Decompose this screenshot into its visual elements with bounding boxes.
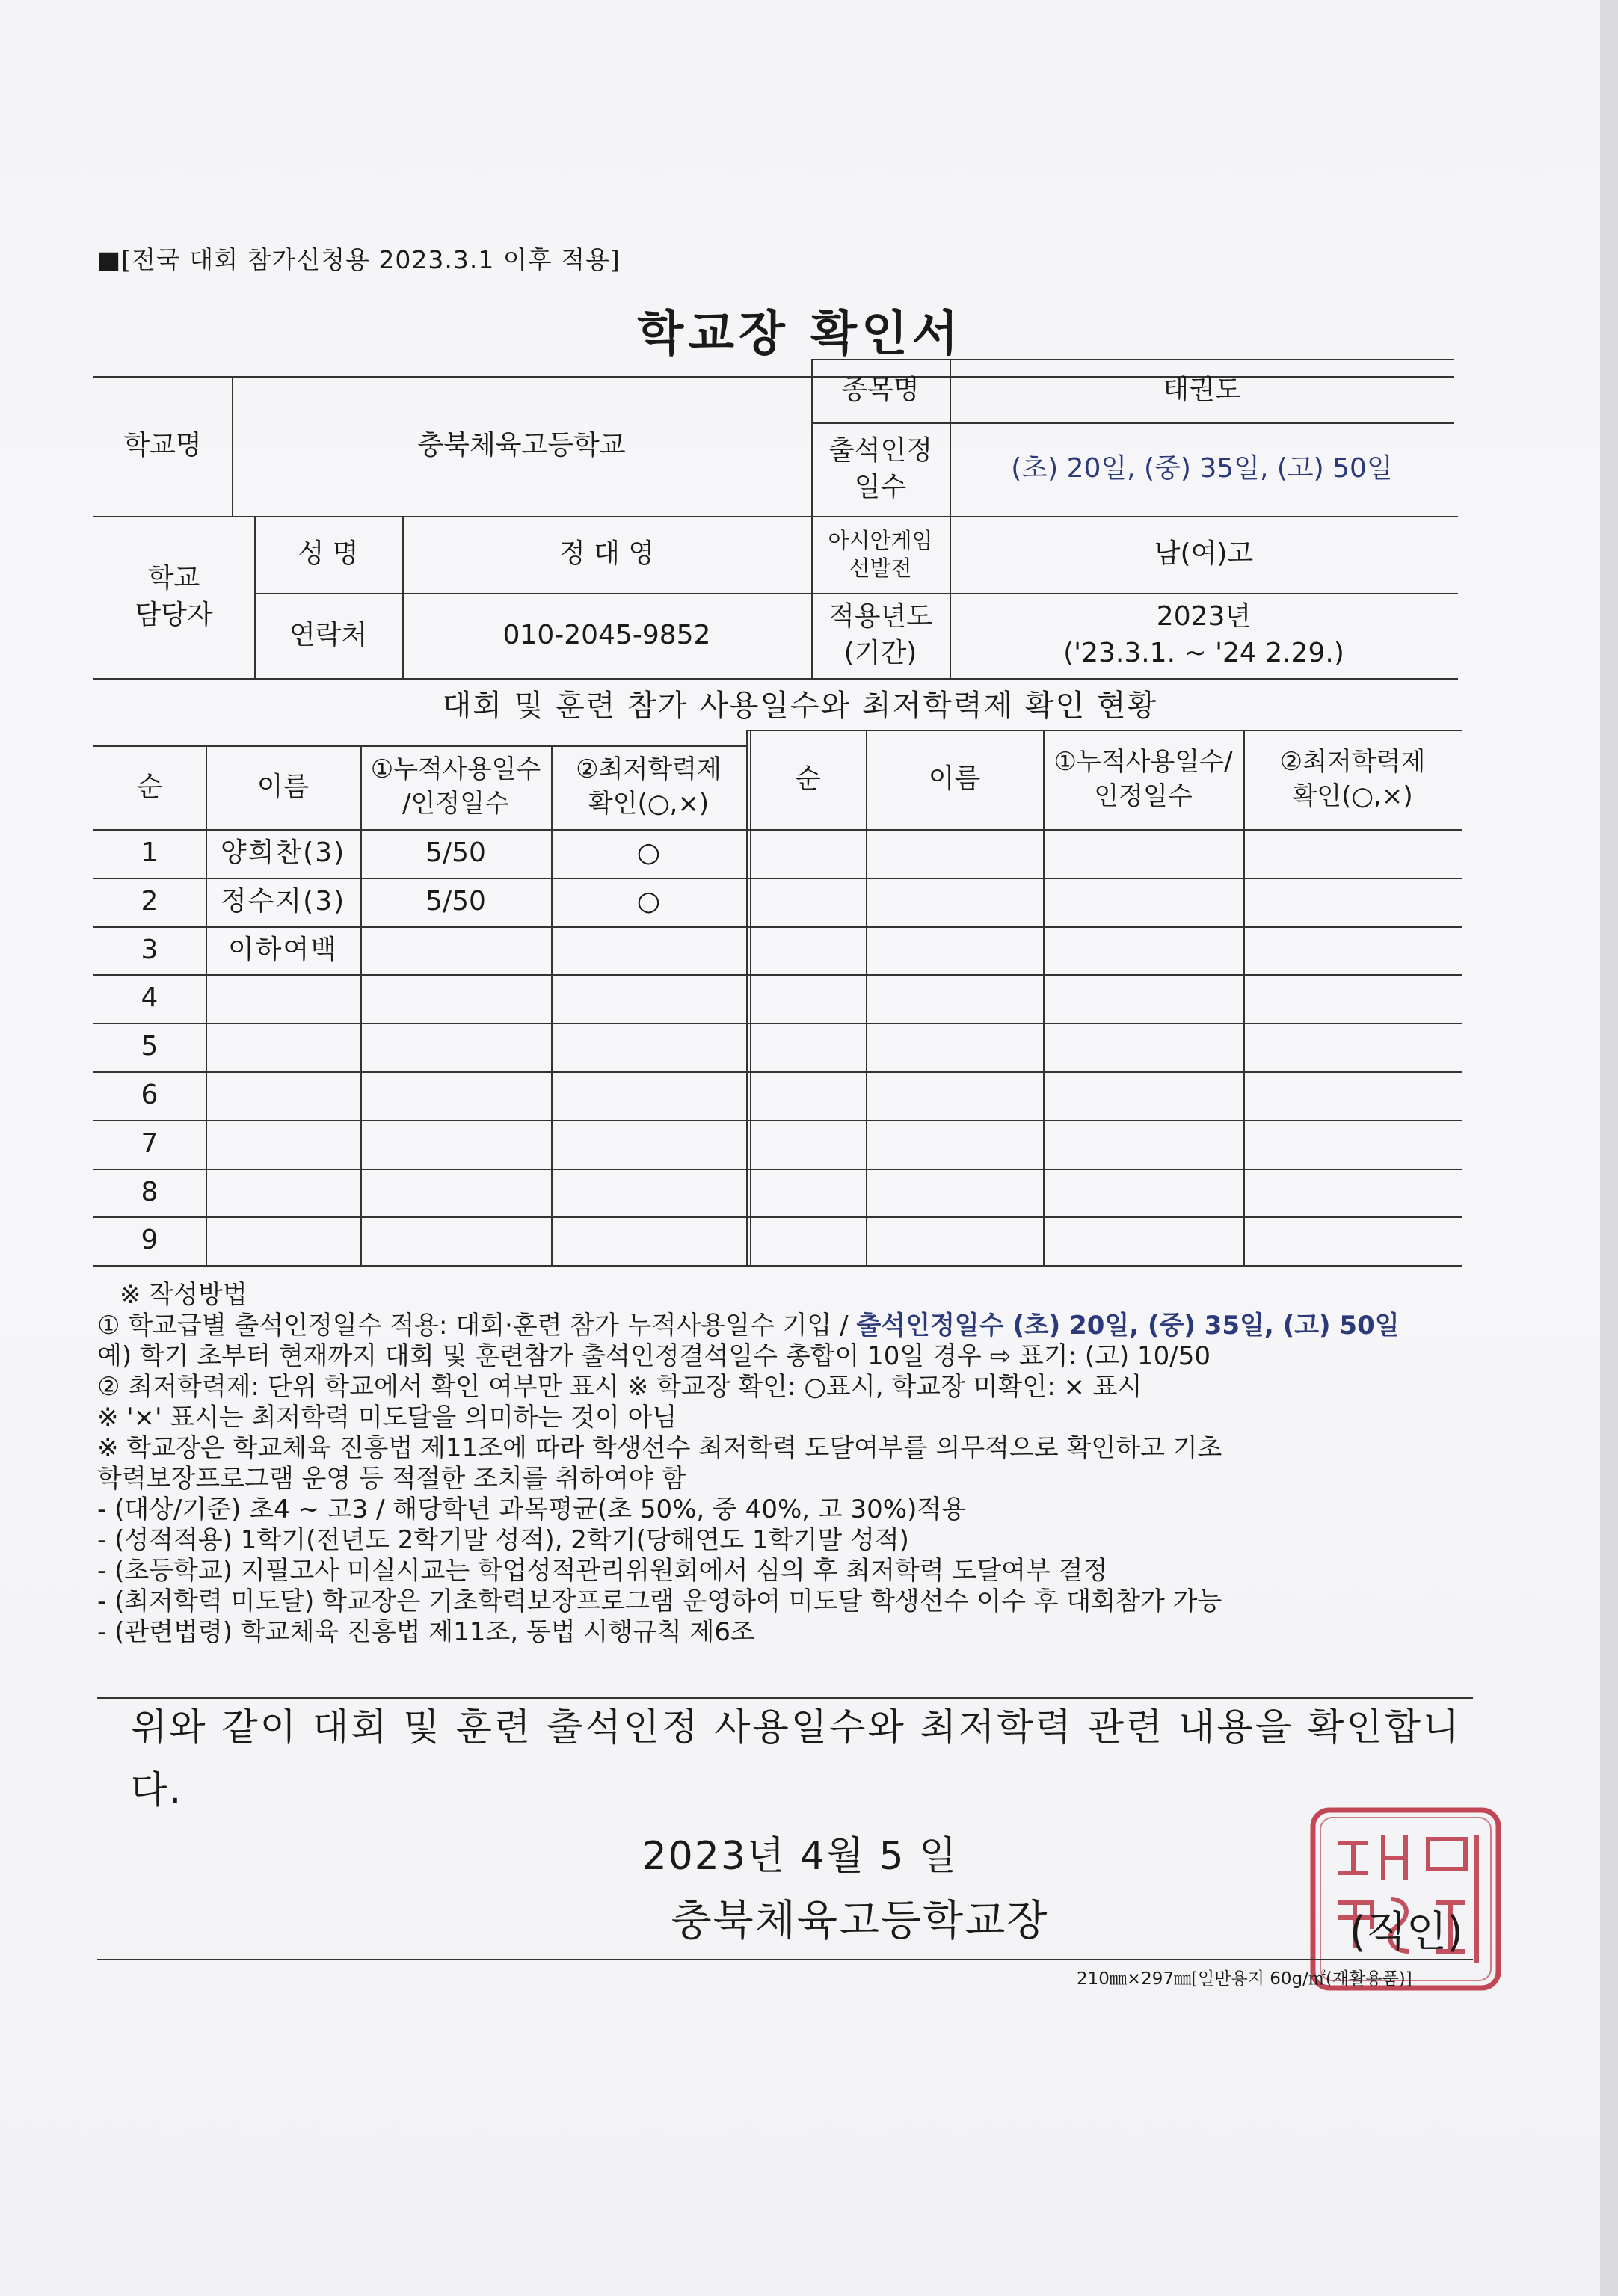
- year-value: [950, 593, 1458, 678]
- header-name-left: 이름: [256, 771, 310, 802]
- cell-name: 양희찬(3): [220, 837, 346, 869]
- cell-check: ○: [636, 837, 661, 869]
- header-min-left: [551, 745, 746, 829]
- cell-name: 이하여백: [227, 934, 339, 965]
- cell-no: 4: [141, 982, 159, 1014]
- header-min-left-line1: ②최저학력제: [576, 754, 722, 785]
- note-2-c: 학력보장프로그램 운영 등 적절한 조치를 취하여야 함: [97, 1464, 686, 1494]
- paper-spec-note: 210㎜×297㎜[일반용지 60g/㎡(재활용품)]: [1077, 1969, 1412, 1989]
- confirm-date: 2023년 4월 5 일: [642, 1834, 959, 1879]
- cell-name: [206, 974, 360, 1023]
- header-note: ■[전국 대회 참가신청용 2023.3.1 이후 적용]: [97, 245, 621, 274]
- asian-games-label-line2: 선발전: [849, 555, 912, 581]
- header-days-left-line1: ①누적사용일수: [370, 754, 541, 785]
- header-days-right-line2: 인정일수: [1094, 781, 1193, 811]
- cell-days: [360, 1071, 551, 1120]
- cell-name: [206, 1071, 360, 1120]
- header-min-left-line2: 확인(○,×): [588, 789, 710, 819]
- seal-label: (직인): [1350, 1908, 1463, 1957]
- cell-days: 5/50: [425, 837, 486, 869]
- manager-label-line2: 담당자: [135, 599, 213, 630]
- year-label: [811, 593, 950, 678]
- cell-check: [551, 1120, 746, 1169]
- note-1-text: ① 학교급별 출석인정일수 적용: 대회·훈련 참가 누적사용일수 기입 /: [97, 1311, 857, 1341]
- cell-check: [551, 1071, 746, 1120]
- year-label-line1: 적용년도: [828, 601, 933, 633]
- cell-no: 9: [141, 1225, 159, 1256]
- contact-label: 연락처: [289, 619, 368, 650]
- detail-1: - (대상/기준) 초4 ~ 고3 / 해당학년 과목평균(초 50%, 중 40%, 고 30%)적용: [97, 1495, 967, 1524]
- cell-days: [360, 1216, 551, 1265]
- header-days-left-line2: /인정일수: [402, 789, 509, 819]
- year-value-line1: 2023년: [1156, 601, 1252, 633]
- name-label: 성 명: [298, 538, 359, 570]
- header-name-right: 이름: [928, 763, 981, 795]
- name-value: 정 대 영: [559, 538, 655, 570]
- cell-no: 3: [141, 934, 159, 965]
- header-min-right-line1: ②최저학력제: [1279, 746, 1426, 777]
- year-label-line2: (기간): [843, 638, 917, 668]
- header-no-right: 순: [795, 763, 821, 795]
- note-1-example: 예) 학기 초부터 현재까지 대회 및 훈련참가 출석인정결석일수 총합이 10일 경우 ⇨ 표기: (고) 10/50: [97, 1341, 1211, 1371]
- principal-title: 충북체육고등학교장: [671, 1897, 1049, 1945]
- cell-no: 2: [141, 885, 159, 917]
- header-no-left: 순: [136, 771, 163, 802]
- note-1: [97, 1311, 1503, 1341]
- cell-check: [551, 974, 746, 1023]
- detail-4: - (최저학력 미도달) 학교장은 기초학력보장프로그램 운영하여 미도달 학생선수 이수 후 대회참가 가능: [97, 1586, 1222, 1616]
- cell-check: [551, 1216, 746, 1265]
- cell-name: [206, 1169, 360, 1217]
- school-name-value: 충북체육고등학교: [417, 430, 626, 461]
- cell-check: ○: [636, 885, 661, 917]
- attendance-label: [811, 422, 950, 516]
- footer-divider: [97, 1959, 1473, 1960]
- note-1-highlight: 출석인정일수 (초) 20일, (중) 35일, (고) 50일: [856, 1311, 1400, 1341]
- school-name-label: 학교명: [123, 430, 202, 461]
- contact-value: 010-2045-9852: [502, 619, 711, 650]
- status-subtitle: 대회 및 훈련 참가 사용일수와 최저학력제 확인 현황: [442, 689, 1158, 723]
- cell-no: 6: [141, 1080, 159, 1111]
- note-2-a: ※ '×' 표시는 최저학력 미도달을 의미하는 것이 아님: [97, 1403, 677, 1432]
- cell-check: [551, 1169, 746, 1217]
- cell-no: 8: [141, 1176, 159, 1207]
- detail-3: - (초등학교) 지필고사 미실시교는 학업성적관리위원회에서 심의 후 최저학력 도달여부 결정: [97, 1556, 1108, 1586]
- detail-5: - (관련법령) 학교체육 진흥법 제11조, 동법 시행규칙 제6조: [97, 1617, 755, 1647]
- header-days-right: [1043, 730, 1243, 829]
- cell-name: [206, 1120, 360, 1169]
- cell-days: [360, 926, 551, 975]
- cell-days: 5/50: [425, 885, 486, 917]
- cell-check: [551, 926, 746, 975]
- header-days-left: [360, 745, 551, 829]
- gender-value: 남(여)고: [1154, 538, 1254, 570]
- cell-no: 5: [141, 1031, 159, 1062]
- asian-games-label: [811, 516, 950, 593]
- cell-days: [360, 974, 551, 1023]
- confirm-statement: 위와 같이 대회 및 훈련 출석인정 사용일수와 최저학력 관련 내용을 확인합니다.: [131, 1705, 1462, 1812]
- cell-name: [206, 1216, 360, 1265]
- manager-label-line1: 학교: [147, 562, 200, 594]
- cell-days: [360, 1169, 551, 1217]
- header-min-right: [1243, 730, 1462, 829]
- manager-label: [93, 516, 254, 678]
- cell-days: [360, 1023, 551, 1071]
- notes-heading: ※ 작성방법: [120, 1280, 247, 1310]
- header-days-right-line1: ①누적사용일수/: [1053, 746, 1233, 777]
- attendance-value: (초) 20일, (중) 35일, (고) 50일: [1011, 453, 1393, 484]
- note-2: ② 최저학력제: 단위 학교에서 확인 여부만 표시 ※ 학교장 확인: ○표시, 학교장 미확인: × 표시: [97, 1372, 1142, 1402]
- note-2-b: ※ 학교장은 학교체육 진흥법 제11조에 따라 학생선수 최저학력 도달여부를 의무적으로 확인하고 기초: [97, 1433, 1222, 1463]
- document-title: 학교장 확인서: [637, 307, 963, 362]
- cell-no: 1: [141, 837, 159, 869]
- attendance-label-line2: 일수: [854, 471, 907, 502]
- cell-days: [360, 1120, 551, 1169]
- cell-no: 7: [141, 1127, 159, 1159]
- header-min-right-line2: 확인(○,×): [1292, 781, 1413, 811]
- year-value-line2: ('23.3.1. ~ '24 2.29.): [1063, 638, 1344, 668]
- event-value: 태권도: [1163, 375, 1241, 406]
- cell-name: 정수지(3): [220, 885, 346, 917]
- asian-games-label-line1: 아시안게임: [828, 528, 933, 554]
- attendance-label-line1: 출석인정: [828, 434, 933, 466]
- cell-name: [206, 1023, 360, 1071]
- page-edge: [1600, 0, 1618, 2296]
- writing-instructions: [97, 1280, 1503, 1648]
- detail-2: - (성적적용) 1학기(전년도 2학기말 성적), 2학기(당해연도 1학기말 성적): [97, 1525, 909, 1555]
- event-label: 종목명: [841, 375, 920, 406]
- cell-check: [551, 1023, 746, 1071]
